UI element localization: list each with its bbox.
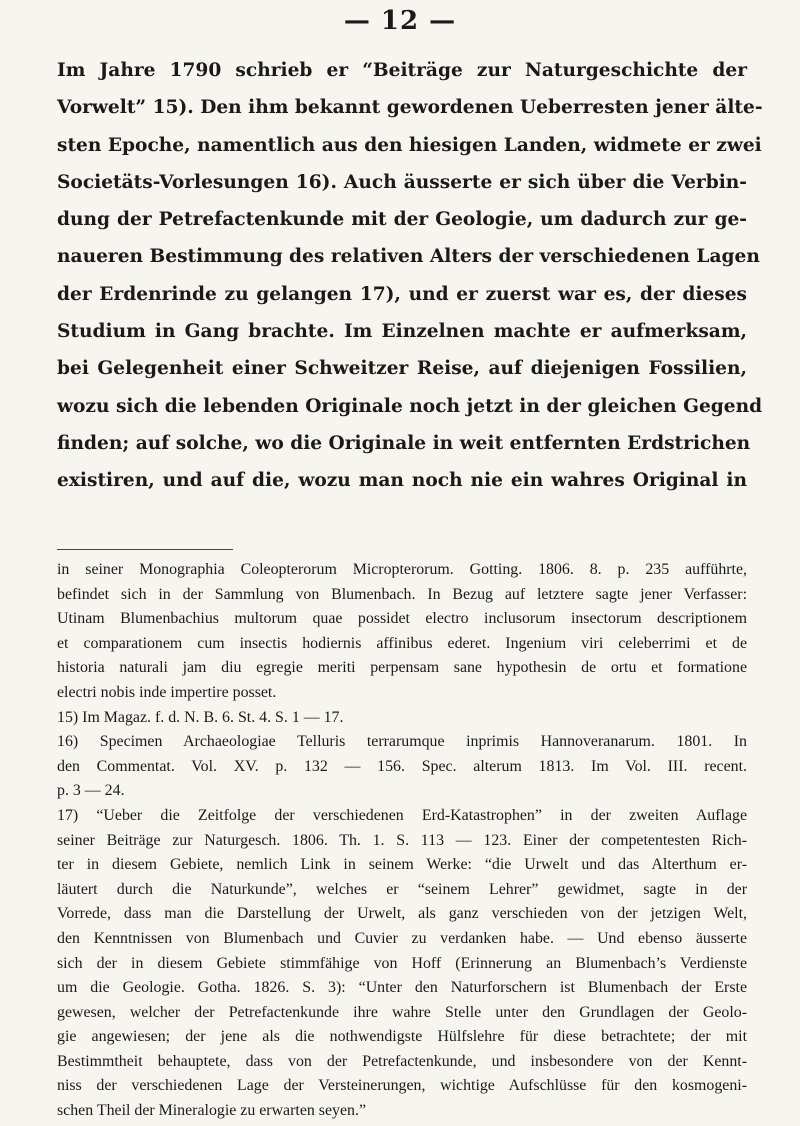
footnote-line: den Kenntnissen von Blumenbach und Cuvier zu verdanken habe. — Und ebenso äusserte xyxy=(57,929,747,947)
main-text-line: existiren, und auf die, wozu man noch nie ein wahres Original in xyxy=(57,470,747,492)
footnote-line: läutert durch die Naturkunde”, welches er “seinem Lehrer” gewidmet, sagte in der xyxy=(57,880,747,898)
footnote-line: ter in diesem Gebiete, nemlich Link in seinem Werke: “die Urwelt und das Alterthum er- xyxy=(57,856,747,874)
footnote-line: Vorrede, dass man die Darstellung der Urwelt, als ganz verschieden von der jetzigen Welt, xyxy=(57,905,747,923)
footnotes xyxy=(57,558,747,1124)
main-text-line: Societäts-Vorlesungen 16). Auch äusserte er sich über die Verbin- xyxy=(57,171,747,193)
footnote-line: et comparationem cum insectis hodiernis affinibus ederet. Ingenium viri celeberrimi et de xyxy=(57,634,747,652)
footnote-line: historia naturali jam diu egregie meriti perpensam sane hypothesin de ortu et formatione xyxy=(57,659,747,677)
main-text-line: Im Jahre 1790 schrieb er “Beiträge zur Naturgeschichte der xyxy=(57,60,747,81)
footnote-line: Bestimmtheit behauptete, dass von der Petrefactenkunde, und insbesondere von der Kennt- xyxy=(57,1052,747,1070)
footnote-line: p. 3 — 24. xyxy=(57,782,125,800)
footnote-line: den Commentat. Vol. XV. p. 132 — 156. Spec. alterum 1813. Im Vol. III. recent. xyxy=(57,757,747,775)
footnote-16: 16) Specimen Archaeologiae Telluris terrarumque inprimis Hannoveranarum. 1801. In xyxy=(57,733,747,751)
main-text-line: der Erdenrinde zu gelangen 17), und er zuerst war es, der dieses xyxy=(57,283,747,305)
footnote-line: electri nobis inde impertire posset. xyxy=(57,683,277,701)
main-text-line: Studium in Gang brachte. Im Einzelnen machte er aufmerksam, xyxy=(57,321,747,343)
footnote-line: gie angewiesen; der jene als die nothwendigste Hülfslehre für diese betrachtete; der mit xyxy=(57,1028,747,1046)
footnote-17: 17) “Ueber die Zeitfolge der verschiedenen Erd-Katastrophen” in der zweiten Auflage xyxy=(57,806,747,824)
footnote-separator xyxy=(57,549,233,550)
footnote-line: schen Theil der Mineralogie zu erwarten seyen.” xyxy=(57,1102,366,1120)
main-text-line: dung der Petrefactenkunde mit der Geologie, um dadurch zur ge- xyxy=(57,209,747,231)
main-text-line: sten Epoche, namentlich aus den hiesigen Landen, widmete er zwei xyxy=(57,134,762,156)
footnote-line: gewesen, welcher der Petrefactenkunde ihre wahre Stelle unter den Grundlagen der Geolo- xyxy=(57,1003,747,1021)
footnote-line: befindet sich in der Sammlung von Blumenbach. In Bezug auf letztere sagte jener Verfasser: xyxy=(57,585,747,603)
footnote-line: niss der verschiedenen Lage der Versteinerungen, wichtige Aufschlüsse für den kosmogeni- xyxy=(57,1077,747,1095)
footnote-15: 15) Im Magaz. f. d. N. B. 6. St. 4. S. 1 — 17. xyxy=(57,708,344,726)
footnote-line: in seiner Monographia Coleopterorum Micropterorum. Gotting. 1806. 8. p. 235 aufführte, xyxy=(57,561,747,578)
footnote-line: seiner Beiträge zur Naturgesch. 1806. Th. 1. S. 113 — 123. Einer der competentesten Rich- xyxy=(57,831,747,849)
footnote-line: um die Geologie. Gotha. 1826. S. 3): “Unter den Naturforschern ist Blumenbach der Erste xyxy=(57,979,747,997)
main-text-line: naueren Bestimmung des relativen Alters der verschiedenen Lagen xyxy=(57,246,760,268)
footnote-line: sich der in diesem Gebiete stimmfähige von Hoff (Erinnerung an Blumenbach’s Verdienste xyxy=(57,954,747,972)
footnote-line: Utinam Blumenbachius multorum quae possidet electro inclusorum insectorum descriptionem xyxy=(57,610,747,628)
main-text-line: finden; auf solche, wo die Originale in weit entfernten Erdstrichen xyxy=(57,432,751,454)
main-text xyxy=(57,52,763,500)
page-number: — 12 — xyxy=(343,6,457,36)
main-text-line: wozu sich die lebenden Originale noch jetzt in der gleichen Gegend xyxy=(57,395,763,417)
main-text-line: Vorwelt” 15). Den ihm bekannt gewordenen Ueberresten jener älte- xyxy=(57,97,763,119)
main-text-line: bei Gelegenheit einer Schweitzer Reise, auf diejenigen Fossilien, xyxy=(57,358,747,380)
